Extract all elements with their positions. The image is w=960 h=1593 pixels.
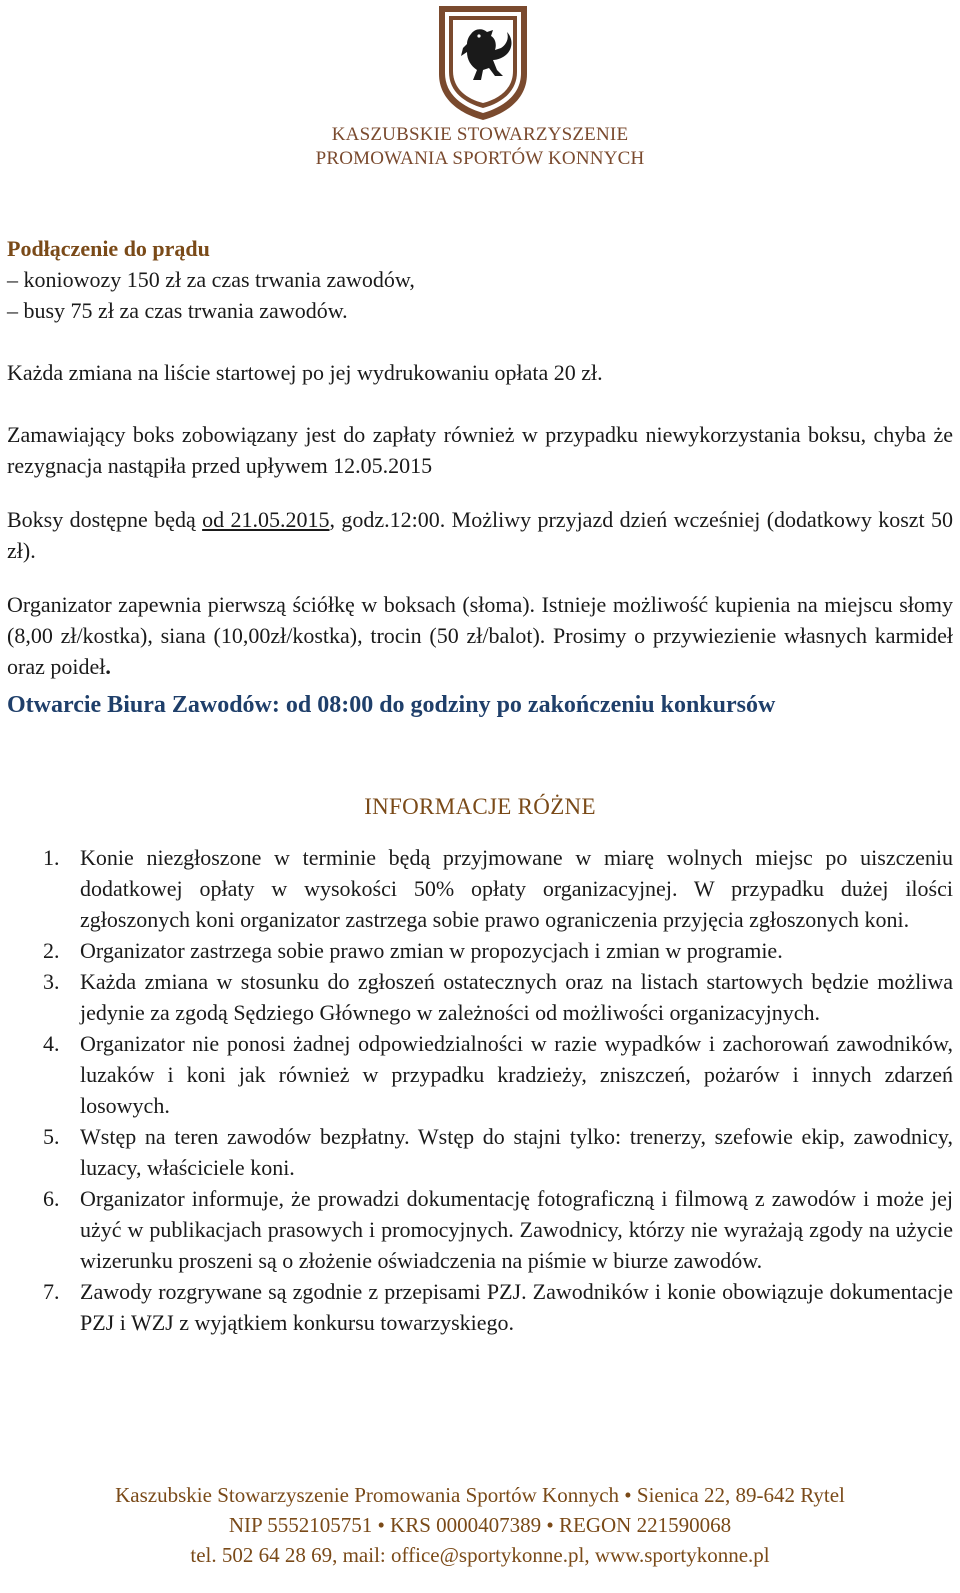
footer-registry: NIP 5552105751 • KRS 0000407389 • REGON 221590068 [228,1513,732,1537]
list-item: 1. Konie niezgłoszone w terminie będą przyjmowane w miarę wolnych miejsc po uiszczeniu dodatkowej opłaty w wysokości 50% opłaty organizacyjnej. W przypadku dużej ilości zgłoszonych koni organizator zastrzega sobie prawo ograniczenia przyjęcia zgłoszonych koni. [43,845,953,932]
list-item: 2. Organizator zastrzega sobie prawo zmian w propozycjach i zmian w programie. [43,938,783,963]
box-availability-pre: Boksy dostępne będą [7,507,203,532]
list-item: 4. Organizator nie ponosi żadnej odpowiedzialności w razie wypadków i zachorowań zawodników, luzaków i koni jak również w przypadku kradzieży, zniszczeń, pożarów i innych zdarzeń losowych. [43,1031,953,1118]
power-line-vans: – busy 75 zł za czas trwania zawodów. [7,298,348,323]
box-availability-date: od 21.05.2015 [202,507,330,532]
org-name-line2: PROMOWANIA SPORTÓW KONNYCH [315,148,645,169]
bedding-dot: . [105,654,111,679]
footer-address: Kaszubskie Stowarzyszenie Promowania Sportów Konnych • Sienica 22, 89-642 Rytel [115,1483,845,1507]
bedding-text: Organizator zapewnia pierwszą ściółkę w boksach (słoma). Istnieje możliwość kupienia na miejscu słomy (8,00 zł/kostka), siana (10,00zł/kostka), trocin (50 zł/balot). Prosimy o przywiezienie własnych karmideł oraz poideł [7,592,953,679]
list-item: 3. Każda zmiana w stosunku do zgłoszeń ostatecznych oraz na listach startowych będzie możliwa jedynie za zgodą Sędziego Głównego w zależności od możliwości organizacyjnych. [43,969,953,1025]
box-cancellation-paragraph: Zamawiający boks zobowiązany jest do zapłaty również w przypadku niewykorzystania boksu, chyba że rezygnacja nastąpiła przed upływem 12.05.2015 [7,422,953,478]
box-availability-post: , godz.12:00. Możliwy przyjazd dzień wcześniej (dodatkowy koszt 50 zł). [7,507,954,563]
list-item: 7. Zawody rozgrywane są zgodnie z przepisami PZJ. Zawodników i konie obowiązuje dokumentacje PZJ i WZJ z wyjątkiem konkursu towarzyskiego. [43,1279,953,1335]
org-name-line1: KASZUBSKIE STOWARZYSZENIE [331,124,629,145]
document-body [7,233,953,1338]
box-availability-paragraph [7,504,953,566]
power-line-horse-trucks: – koniowozy 150 zł za czas trwania zawodów, [7,267,415,292]
footer-contact: tel. 502 64 28 69, mail: office@sportykonne.pl, www.sportykonne.pl [190,1543,770,1567]
misc-list [7,842,953,1338]
page-footer [0,1480,960,1570]
bedding-paragraph [7,589,953,682]
misc-section-title: INFORMACJE RÓŻNE [364,794,596,819]
power-section-title: Podłączenie do prądu [7,236,210,261]
office-hours-heading: Otwarcie Biura Zawodów: od 08:00 do godziny po zakończeniu konkursów [7,692,776,718]
list-item: 5. Wstęp na teren zawodów bezpłatny. Wstęp do stajni tylko: trenerzy, szefowie ekip, zawodnicy, luzacy, właściciele koni. [43,1124,953,1180]
griffin-shield-icon [437,4,529,122]
start-list-fee: Każda zmiana na liście startowej po jej wydrukowaniu opłata 20 zł. [7,360,603,385]
list-item: 6. Organizator informuje, że prowadzi dokumentację fotograficzną i filmową z zawodów i może jej użyć w publikacjach prasowych i promocyjnych. Zawodnicy, którzy nie wyrażają zgody na użycie wizerunku proszeni są o złożenie oświadczenia na piśmie w biurze zawodów. [43,1186,953,1273]
